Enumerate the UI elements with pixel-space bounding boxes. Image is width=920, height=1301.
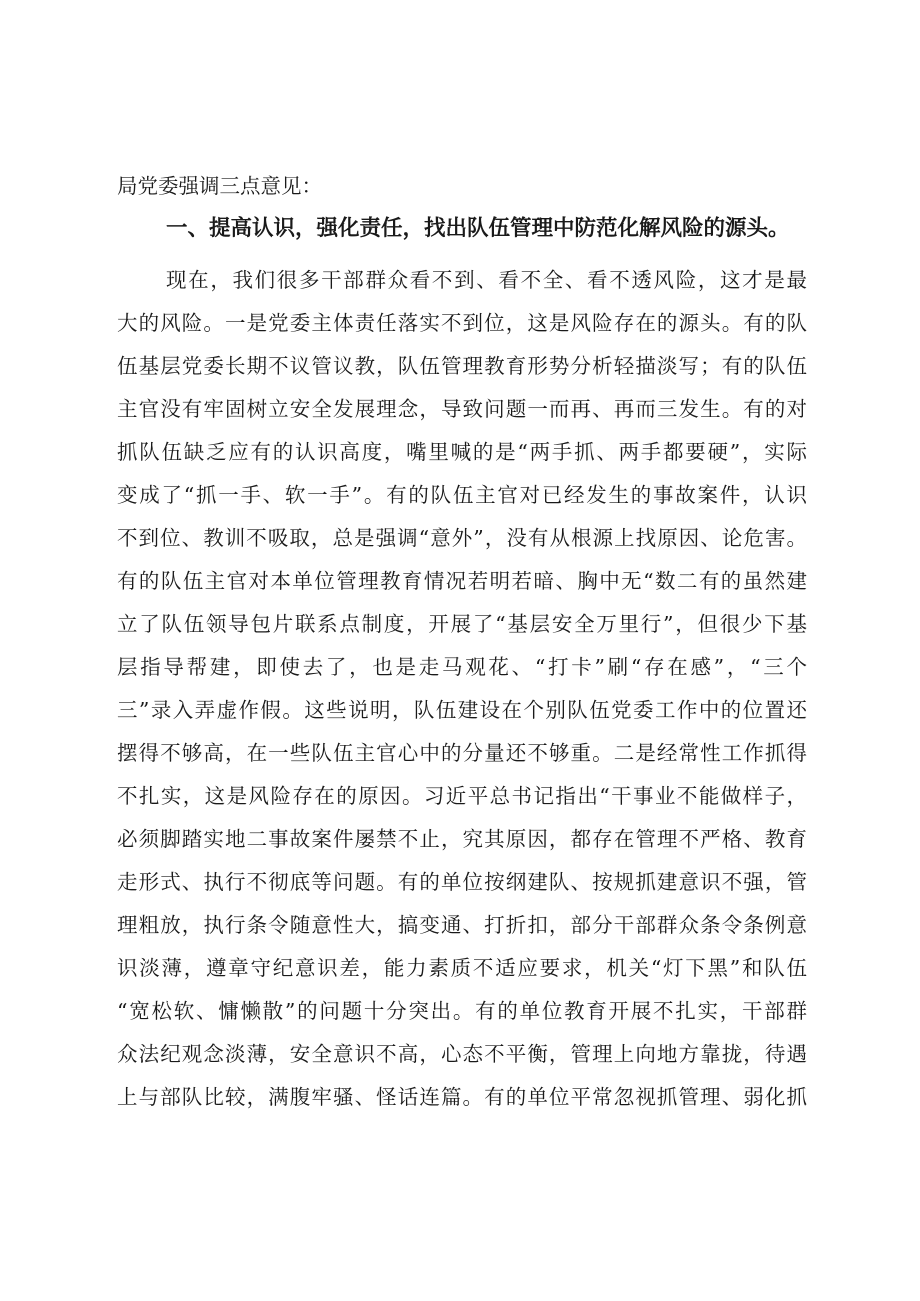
paragraph-line: 大的风险。一是党委主体责任落实不到位，这是风险存在的源头。有的队 [117, 311, 807, 335]
paragraph-line: 不扎实，这是风险存在的原因。习近平总书记指出“干事业不能做样子， [117, 784, 807, 808]
paragraph-line: 识淡薄，遵章守纪意识差，能力素质不适应要求，机关“灯下黑”和队伍 [117, 956, 807, 980]
paragraph-line: 变成了“抓一手、软一手”。有的队伍主官对已经发生的事故案件，认识 [117, 483, 807, 507]
paragraph-line: 必须脚踏实地二事故案件屡禁不止，究其原因，都存在管理不严格、教育 [117, 827, 807, 851]
paragraph-line: 层指导帮建，即使去了，也是走马观花、“打卡”刷“存在感”，“三个 [117, 655, 807, 679]
paragraph-line: 现在，我们很多干部群众看不到、看不全、看不透风险，这才是最 [166, 268, 807, 292]
intro-line: 局党委强调三点意见： [117, 174, 322, 198]
paragraph-line: 三”录入弄虚作假。这些说明，队伍建设在个别队伍党委工作中的位置还 [117, 698, 807, 722]
paragraph-line: 主官没有牢固树立安全发展理念，导致问题一而再、再而三发生。有的对 [117, 397, 807, 421]
paragraph-line: 走形式、执行不彻底等问题。有的单位按纲建队、按规抓建意识不强，管 [117, 870, 807, 894]
paragraph-line: 抓队伍缺乏应有的认识高度，嘴里喊的是“两手抓、两手都要硬”，实际 [117, 440, 807, 464]
paragraph-line: 立了队伍领导包片联系点制度，开展了“基层安全万里行”，但很少下基 [117, 612, 807, 636]
paragraph-line: 摆得不够高，在一些队伍主官心中的分量还不够重。二是经常性工作抓得 [117, 741, 807, 765]
paragraph-line: 不到位、教训不吸取，总是强调“意外”，没有从根源上找原因、论危害。 [117, 526, 807, 550]
paragraph-line: 有的队伍主官对本单位管理教育情况若明若暗、胸中无“数二有的虽然建 [117, 569, 807, 593]
paragraph-line: 上与部队比较，满腹牢骚、怪话连篇。有的单位平常忽视抓管理、弱化抓 [117, 1085, 807, 1109]
paragraph-line: 伍基层党委长期不议管议教，队伍管理教育形势分析轻描淡写；有的队伍 [117, 354, 807, 378]
paragraph-line: 理粗放，执行条令随意性大，搞变通、打折扣，部分干部群众条令条例意 [117, 913, 807, 937]
paragraph-line: “宽松软、慵懒散”的问题十分突出。有的单位教育开展不扎实，干部群 [117, 999, 807, 1023]
section-heading: 一、提高认识，强化责任，找出队伍管理中防范化解风险的源头。 [166, 216, 790, 241]
paragraph-line: 众法纪观念淡薄，安全意识不高，心态不平衡，管理上向地方靠拢，待遇 [117, 1042, 807, 1066]
